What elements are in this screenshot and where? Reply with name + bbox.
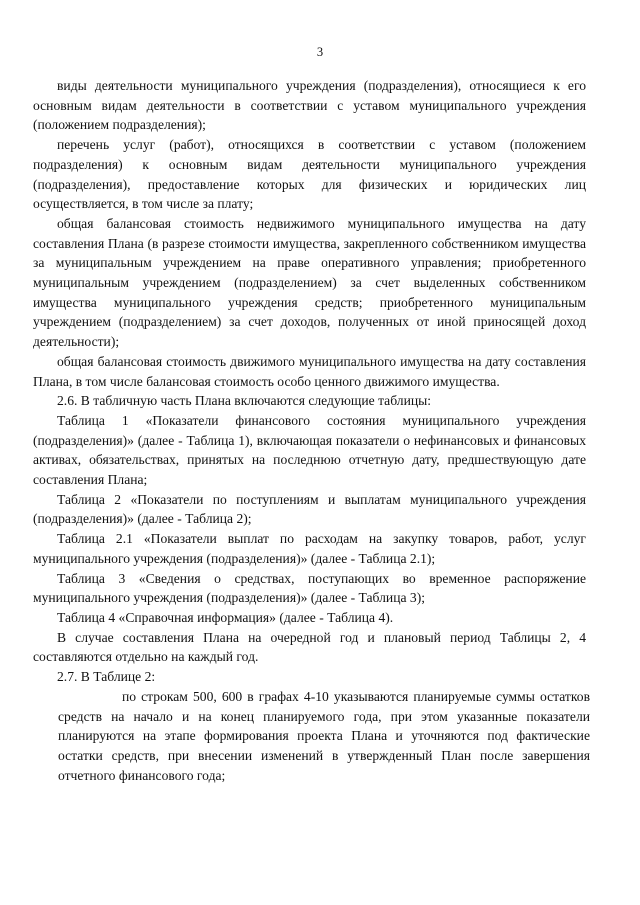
paragraph-table-1: Таблица 1 «Показатели финансового состояния муниципального учреждения (подразделения)» (далее - Таблица 1), включающая показатели о нефинансовых и финансовых активах, обязательствах, принятых на последнюю отчетную дату, предшествующую дате составления Плана; bbox=[33, 412, 586, 488]
paragraph-section-2-6: 2.6. В табличную часть Плана включаются следующие таблицы: bbox=[57, 393, 432, 409]
paragraph-table-2: Таблица 2 «Показатели по поступлениям и выплатам муниципального учреждения (подразделения)» (далее - Таблица 2); bbox=[33, 491, 586, 527]
paragraph-table-4: Таблица 4 «Справочная информация» (далее - Таблица 4). bbox=[57, 609, 394, 625]
paragraph-rows-500-600: по строкам 500, 600 в графах 4-10 указываются планируемые суммы остатков средств на начало и на конец планируемого года, при этом указанные показатели планируются на этапе формирования проекта Плана и уточняются под фактические остатки средств, при внесении изменений в утвержденный План после завершения отчетного финансового года; bbox=[58, 688, 590, 783]
paragraph-plan-period: В случае составления Плана на очередной год и плановый период Таблицы 2, 4 составляются отдельно на каждый год. bbox=[33, 629, 586, 665]
paragraph-table-2-1: Таблица 2.1 «Показатели выплат по расходам на закупку товаров, работ, услуг муниципального учреждения (подразделения)» (далее - Таблица 2.1); bbox=[33, 531, 586, 566]
page-number: 3 bbox=[316, 45, 324, 59]
paragraph-section-2-7: 2.7. В Таблице 2: bbox=[57, 669, 156, 685]
paragraph-activities: виды деятельности муниципального учреждения (подразделения), относящиеся к его основным видам деятельности в соответствии с уставом муниципального учреждения (положением подразделения); bbox=[33, 78, 586, 133]
paragraph-table-3: Таблица 3 «Сведения о средствах, поступающих во временное распоряжение муниципального учреждения (подразделения)» (далее - Таблица 3); bbox=[33, 570, 586, 606]
document-body bbox=[33, 76, 590, 785]
paragraph-services: перечень услуг (работ), относящихся в соответствии с уставом (положением подразделения) к основным видам деятельности муниципального учреждения (подразделения), предоставление которых для физических и юридических лиц осуществляется, в том числе за плату; bbox=[33, 137, 586, 212]
paragraph-movable-property-value: общая балансовая стоимость движимого муниципального имущества на дату составления Плана, в том числе балансовая стоимость особо ценного движимого имущества. bbox=[33, 353, 586, 389]
paragraph-real-estate-value: общая балансовая стоимость недвижимого муниципального имущества на дату составления Плана (в разрезе стоимости имущества, закрепленного собственником имущества за муниципальным учреждением на праве оперативного управления; приобретенного муниципальным учреждением (подразделением) за счет выделенных собственником имущества муниципального учреждения средств; приобретенного муниципальным учреждением (подразделением) за счет доходов, полученных от иной приносящей доход деятельности); bbox=[33, 215, 586, 350]
